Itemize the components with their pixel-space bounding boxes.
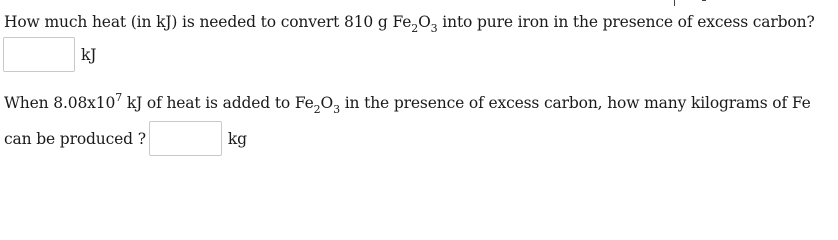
- question-2-answer-row: [4, 121, 247, 156]
- question-2-exponent: 7: [115, 91, 123, 104]
- question-2-subscript-2: 2: [313, 103, 321, 116]
- question-2-text-start: When 8.08x10: [4, 94, 116, 112]
- question-2-text-mid: kJ of heat is added to Fe: [122, 94, 314, 112]
- question-1-answer-row: [4, 37, 96, 72]
- mass-unit-label: kg: [227, 129, 247, 148]
- question-1-text-end: into pure iron in the presence of excess carbon?: [437, 13, 815, 31]
- question-2-text-line2: can be produced ?: [4, 129, 146, 148]
- heat-unit-label: kJ: [81, 45, 97, 64]
- top-edge-mark-2: [702, 0, 706, 1]
- top-edge-mark: [674, 0, 675, 6]
- question-1-subscript-3: 3: [430, 22, 438, 35]
- heat-answer-input[interactable]: [3, 37, 75, 72]
- question-1-subscript-2: 2: [411, 22, 419, 35]
- question-2-text: [4, 91, 811, 116]
- question-1-text-start: How much heat (in kJ) is needed to convert 810 g Fe: [4, 13, 412, 31]
- question-2-text-end: in the presence of excess carbon, how many kilograms of Fe: [339, 94, 811, 112]
- question-2-oxygen: O: [320, 94, 334, 112]
- mass-answer-input[interactable]: [149, 121, 222, 156]
- question-2-subscript-3: 3: [333, 103, 340, 116]
- question-1-oxygen: O: [418, 13, 431, 31]
- question-1-text: [4, 13, 815, 35]
